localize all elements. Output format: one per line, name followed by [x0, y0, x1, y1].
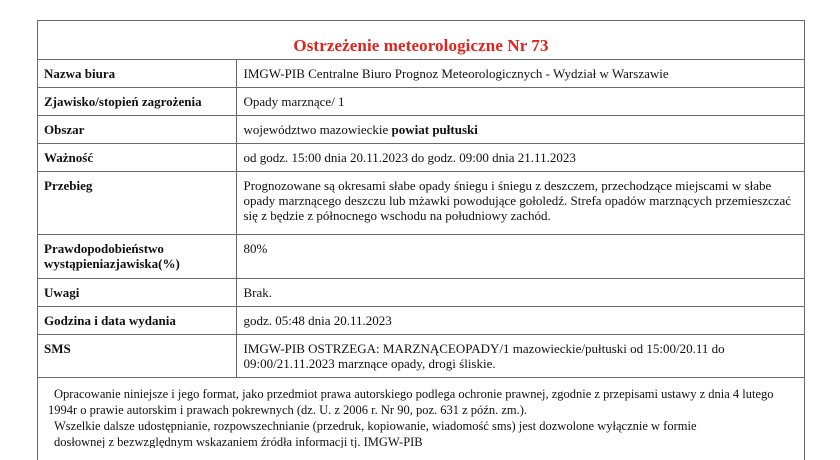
- copyright-notice: [38, 378, 804, 448]
- label-validity: Ważność: [38, 143, 236, 171]
- label-phenomenon: Zjawisko/stopień zagrożenia: [38, 87, 236, 115]
- area-prefix: województwo mazowieckie: [243, 121, 392, 137]
- table-row: [38, 60, 804, 87]
- value-issued: godz. 05:48 dnia 20.11.2023: [236, 306, 804, 334]
- value-office: IMGW-PIB Centralne Biuro Prognoz Meteorologicznych - Wydział w Warszawie: [236, 60, 804, 87]
- value-area: [236, 115, 804, 143]
- label-remarks: Uwagi: [38, 278, 236, 306]
- table-row: [38, 171, 804, 234]
- table-row: [38, 306, 804, 334]
- value-validity: od godz. 15:00 dnia 20.11.2023 do godz. 09:00 dnia 21.11.2023: [236, 143, 804, 171]
- warning-document: [37, 20, 805, 460]
- value-probability: 80%: [236, 234, 804, 278]
- redistribution-paragraph-cont: dosłownej z bezwzględnym wskazaniem źródła informacji tj. IMGW-PIB: [54, 434, 423, 448]
- label-sms: SMS: [38, 334, 236, 377]
- redistribution-paragraph: Wszelkie dalsze udostępnianie, rozpowszechnianie (przedruk, kopiowanie, wiadomość sms) jest dozwolone wyłącznie w formie: [54, 418, 697, 433]
- table-row: [38, 87, 804, 115]
- label-course: Przebieg: [38, 171, 236, 234]
- value-phenomenon: Opady marznące/ 1: [236, 87, 804, 115]
- value-course: Prognozowane są okresami słabe opady śniegu i śniegu z deszczem, przechodzące miejscami w słabe opady marznącego deszczu lub mżawki powodujące gołoledź. Strefa opadów marznących przemieszczać się z będzie z północnego wschodu na południowy zachód.: [236, 171, 804, 234]
- title-row: [38, 21, 804, 60]
- copyright-paragraph: Opracowanie niniejsze i jego format, jako przedmiot prawa autorskiego podlega ochronie prawnej, zgodnie z przepisami ustawy z dnia 4 lutego 1994r o prawie autorskim i prawach pokrewnych (dz. U. z 2006 r. Nr 90, poz. 631 z późn. zm.).: [48, 386, 774, 417]
- warning-table: [38, 60, 804, 378]
- document-title: Ostrzeżenie meteorologiczne Nr 73: [293, 36, 549, 55]
- table-row: [38, 143, 804, 171]
- table-row: [38, 334, 804, 377]
- table-row: [38, 278, 804, 306]
- table-row: [38, 115, 804, 143]
- label-probability: Prawdopodobieństwo wystąpieniazjawiska(%): [38, 234, 236, 278]
- label-area: Obszar: [38, 115, 236, 143]
- area-county: powiat pułtuski: [391, 121, 478, 137]
- value-remarks: Brak.: [236, 278, 804, 306]
- label-issued: Godzina i data wydania: [38, 306, 236, 334]
- table-row: [38, 234, 804, 278]
- value-sms: IMGW-PIB OSTRZEGA: MARZNĄCEOPADY/1 mazowieckie/pułtuski od 15:00/20.11 do 09:00/21.11.2023 marznące opady, drogi śliskie.: [236, 334, 804, 377]
- label-office: Nazwa biura: [38, 60, 236, 87]
